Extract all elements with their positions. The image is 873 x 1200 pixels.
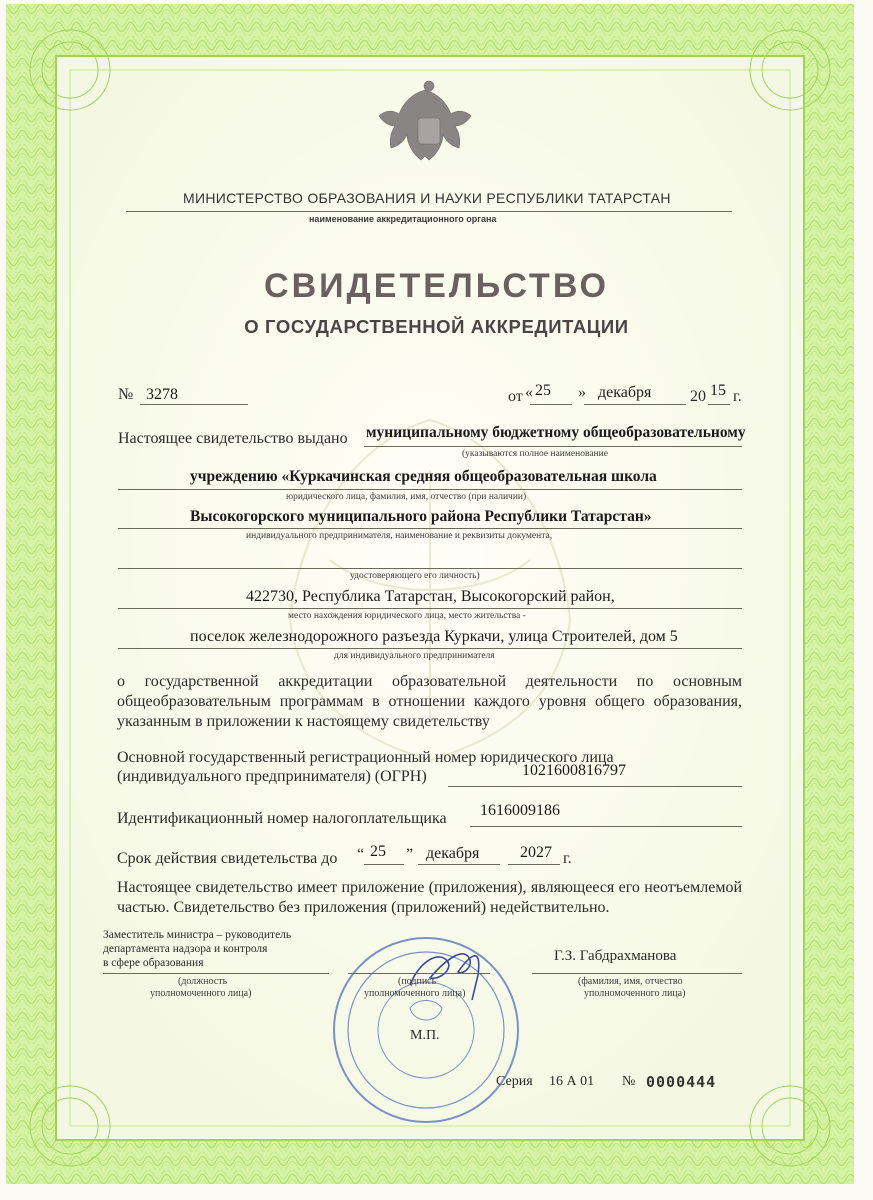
series-value: 16 А 01 [549, 1074, 595, 1089]
date-open-quote: « [525, 384, 533, 401]
month-underline [584, 404, 686, 405]
number-label: № [118, 386, 134, 403]
ministry-caption: наименование аккредитационного органа [309, 214, 497, 224]
validity-day-underline [364, 864, 404, 865]
seal-place-mp: М.П. [410, 1028, 440, 1043]
address-underline-2 [118, 648, 742, 649]
inn-label: Идентификационный номер налогоплательщика [117, 810, 447, 827]
issued-underline-4 [118, 568, 742, 569]
signer-name-underline [532, 973, 742, 974]
signature-caption-1: (подпись [398, 976, 437, 987]
address-line-1: 422730, Республика Татарстан, Высокогорский район, [246, 588, 615, 605]
validity-year-end: г. [563, 850, 572, 867]
signer-position-line-2: департамента надзора и контроля [103, 943, 268, 955]
date-from-label: от [508, 388, 523, 405]
ogrn-label-2: (индивидуального предпринимателя) (ОГРН) [117, 768, 427, 785]
series-label: Серия [496, 1074, 533, 1089]
validity-year-underline [508, 864, 560, 865]
address-caption-2: для индивидуального предпринимателя [334, 651, 495, 661]
issue-year-suffix: 15 [710, 382, 726, 399]
position-underline [103, 973, 329, 974]
issued-caption-3: индивидуального предпринимателя, наименование и реквизиты документа, [246, 531, 553, 541]
signer-position-line-3: в сфере образования [103, 957, 204, 969]
issued-label: Настоящее свидетельство выдано [118, 430, 348, 447]
validity-open-quote: “ [357, 846, 365, 863]
ogrn-underline [448, 786, 742, 787]
validity-month: декабря [426, 845, 480, 862]
year-end: г. [733, 388, 742, 405]
issued-underline-2 [118, 489, 742, 490]
certificate-number: 3278 [146, 386, 178, 403]
ministry-name: МИНИСТЕРСТВО ОБРАЗОВАНИЯ И НАУКИ РЕСПУБЛИКИ ТАТАРСТАН [183, 190, 671, 206]
address-underline-1 [118, 608, 742, 609]
address-caption-1: место нахождения юридического лица, место жительства - [288, 611, 526, 621]
inn-value: 1616009186 [480, 802, 560, 819]
ogrn-value: 1021600816797 [522, 762, 626, 779]
validity-close-quote: ” [406, 846, 414, 863]
signer-position-line-1: Заместитель министра – руководитель [103, 929, 292, 941]
issued-line-2: учреждению «Куркачинская средняя общеобразовательная школа [190, 468, 657, 485]
issued-caption-1: (указываются полное наименование [462, 449, 608, 459]
document-subtitle: О ГОСУДАРСТВЕННОЙ АККРЕДИТАЦИИ [244, 316, 629, 337]
accreditation-text: о государственной аккредитации образовательной деятельности по основным общеобразовательным программам в отношении каждого уровня общего образования, указанным в приложении к настоящему свидетельству [117, 673, 742, 730]
validity-month-underline [418, 864, 500, 865]
day-underline [530, 404, 572, 405]
issued-underline-1 [364, 446, 742, 447]
issued-line-1: муниципальному бюджетному общеобразовательному [366, 424, 746, 441]
ministry-underline [126, 211, 732, 212]
signer-name-caption-1: (фамилия, имя, отчество [578, 976, 683, 987]
year-underline [708, 404, 730, 405]
position-caption-2: уполномоченного лица) [150, 988, 252, 999]
number-underline [140, 404, 248, 405]
year-prefix: 20 [690, 388, 706, 405]
document-title: СВИДЕТЕЛЬСТВО [264, 267, 609, 305]
signer-position [103, 928, 291, 970]
appendix-text: Настоящее свидетельство имеет приложение (приложения), являющееся его неотъемлемой частью. Свидетельство без приложения (приложений) недействительно. [117, 879, 742, 916]
signature-underline [348, 973, 490, 974]
position-caption-1: (должность [178, 976, 228, 987]
issued-underline-3 [118, 528, 742, 529]
inn-underline [470, 826, 742, 827]
issued-line-3: Высокогорского муниципального района Республики Татарстан» [190, 508, 652, 525]
signer-name: Г.З. Габдрахманова [554, 948, 677, 964]
validity-day: 25 [370, 843, 386, 860]
validity-year: 2027 [520, 844, 552, 861]
issue-month: декабря [598, 384, 652, 401]
series-number-label: № [622, 1074, 636, 1089]
address-line-2: поселок железнодорожного разъезда Куркачи, улица Строителей, дом 5 [190, 628, 678, 645]
issued-caption-2: юридического лица, фамилия, имя, отчество (при наличии) [286, 492, 527, 502]
signature-caption-2: уполномоченного лица) [364, 988, 466, 999]
signer-name-caption-2: уполномоченного лица) [584, 988, 686, 999]
validity-label: Срок действия свидетельства до [117, 850, 338, 867]
series-number: 0000444 [646, 1073, 717, 1091]
ogrn-label-1: Основной государственный регистрационный номер юридического лица [117, 749, 614, 766]
date-close-quote: » [578, 384, 586, 401]
issued-caption-4: удостоверяющего его личность) [350, 571, 480, 581]
issue-day: 25 [535, 382, 551, 399]
